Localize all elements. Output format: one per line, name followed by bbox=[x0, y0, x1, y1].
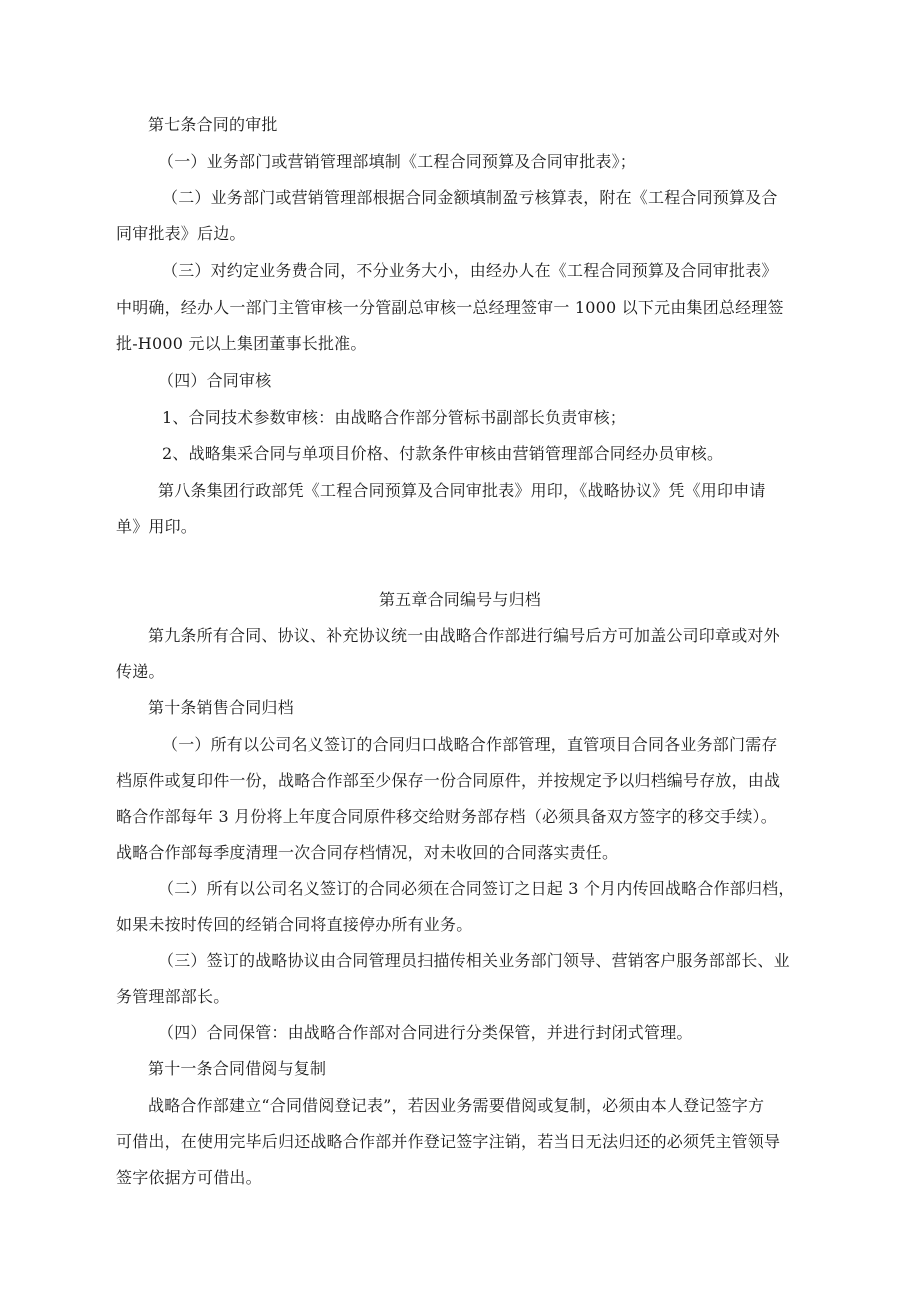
article-10-paragraph-1-line-4: 战略合作部每季度清理一次合同存档情况，对未收回的合同落实责任。 bbox=[116, 843, 619, 862]
article-10-paragraph-1-line-3: 略合作部每年 3 月份将上年度合同原件移交给财务部存档（必须具备双方签字的移交手续）。 bbox=[116, 807, 777, 826]
article-7-paragraph-3-line-3: 批-H000 元以上集团董事长批准。 bbox=[116, 334, 367, 353]
article-10-paragraph-2-line-2: 如果未按时传回的经销合同将直接停办所有业务。 bbox=[116, 915, 473, 934]
article-7-paragraph-1: （一）业务部门或营销管理部填制《工程合同预算及合同审批表》； bbox=[158, 152, 637, 171]
article-10-paragraph-4: （四）合同保管：由战略合作部对合同进行分类保管，并进行封闭式管理。 bbox=[158, 1023, 693, 1042]
article-11-line-2: 可借出，在使用完毕后归还战略合作部并作登记签字注销，若当日无法归还的必须凭主管领导 bbox=[116, 1132, 781, 1151]
article-7-item-2: 2、战略集采合同与单项目价格、付款条件审核由营销管理部合同经办员审核。 bbox=[162, 444, 724, 463]
article-7-title: 第七条合同的审批 bbox=[148, 115, 278, 134]
article-10-paragraph-3-line-1: （三）签订的战略协议由合同管理员扫描传相关业务部门领导、营销客户服务部部长、业 bbox=[158, 951, 790, 970]
chapter-5-title: 第五章合同编号与归档 bbox=[378, 590, 541, 609]
article-7-item-1: 1、合同技术参数审核：由战略合作部分管标书副部长负责审核； bbox=[162, 408, 626, 427]
article-7-paragraph-3-line-1: （三）对约定业务费合同，不分业务大小，由经办人在《工程合同预算及合同审批表》 bbox=[162, 261, 778, 280]
article-10-paragraph-1-line-1: （一）所有以公司名义签订的合同归口战略合作部管理，直管项目合同各业务部门需存 bbox=[162, 735, 778, 754]
article-11-title: 第十一条合同借阅与复制 bbox=[148, 1059, 327, 1078]
article-11-line-1: 战略合作部建立“合同借阅登记表”，若因业务需要借阅或复制，必须由本人登记签字方 bbox=[148, 1096, 765, 1115]
article-8-line-1: 第八条集团行政部凭《工程合同预算及合同审批表》用印，《战略协议》凭《用印申请 bbox=[158, 481, 766, 500]
article-10-title: 第十条销售合同归档 bbox=[148, 698, 294, 717]
article-8-line-2: 单》用印。 bbox=[116, 517, 198, 536]
article-7-paragraph-2-line-2: 同审批表》后边。 bbox=[116, 224, 246, 243]
article-10-paragraph-3-line-2: 务管理部部长。 bbox=[116, 987, 230, 1006]
article-10-paragraph-2-line-1: （二）所有以公司名义签订的合同必须在合同签订之日起 3 个月内传回战略合作部归档， bbox=[158, 879, 795, 898]
article-9-line-1: 第九条所有合同、协议、补充协议统一由战略合作部进行编号后方可加盖公司印章或对外 bbox=[148, 626, 780, 645]
article-7-paragraph-4: （四）合同审核 bbox=[158, 371, 272, 390]
article-7-paragraph-3-line-2: 中明确，经办人一部门主管审核一分管副总审核一总经理签审一 1000 以下元由集团总经理签 bbox=[116, 298, 784, 317]
article-7-paragraph-2-line-1: （二）业务部门或营销管理部根据合同金额填制盈亏核算表，附在《工程合同预算及合 bbox=[162, 188, 778, 207]
article-11-line-3: 签字依据方可借出。 bbox=[116, 1168, 262, 1187]
article-9-line-2: 传递。 bbox=[116, 662, 165, 681]
article-10-paragraph-1-line-2: 档原件或复印件一份，战略合作部至少保存一份合同原件，并按规定予以归档编号存放，由战 bbox=[116, 771, 781, 790]
